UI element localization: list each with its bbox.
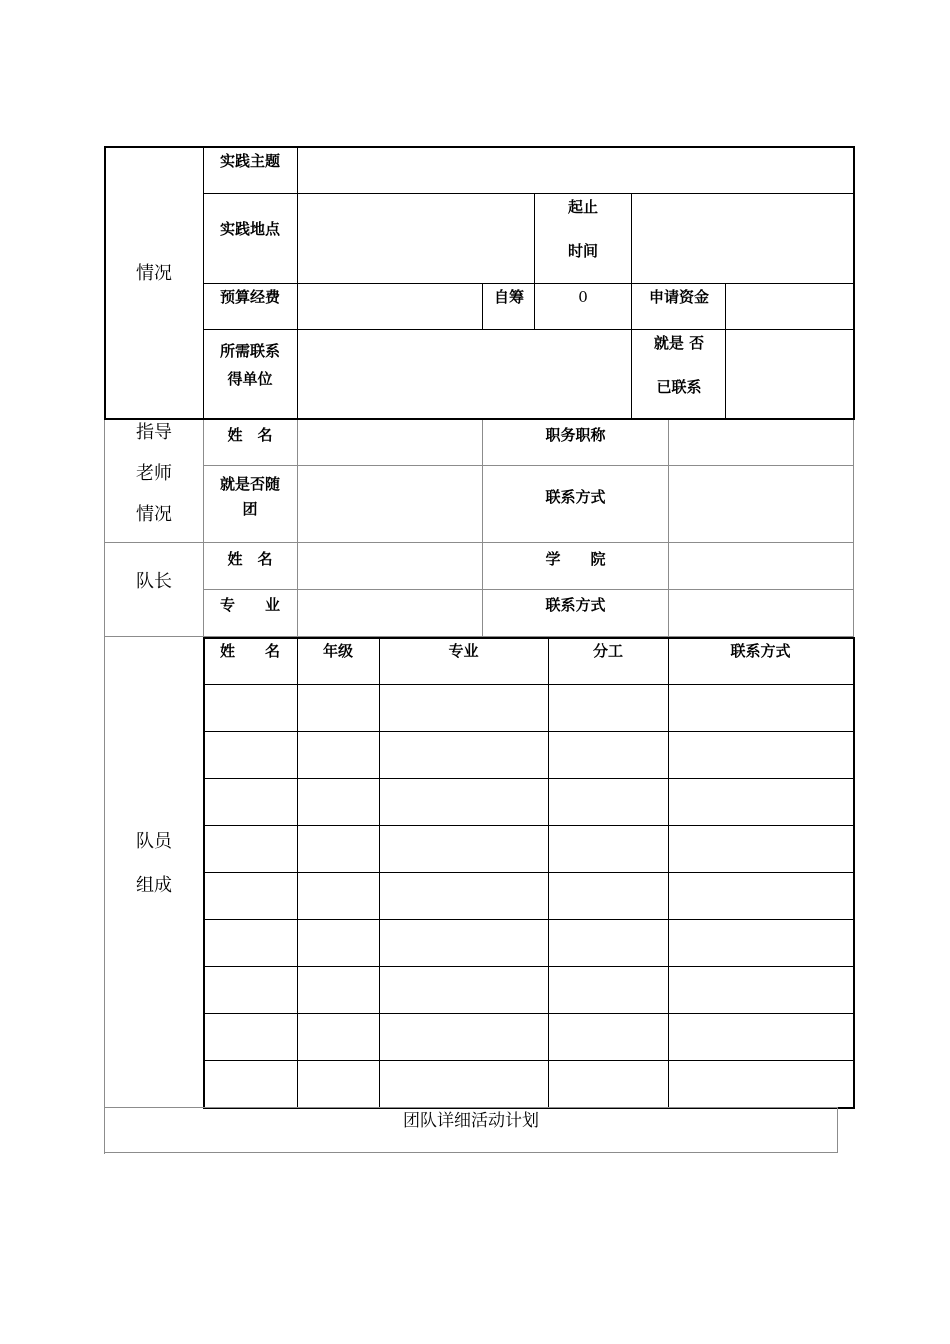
- members-cell[interactable]: [203, 1061, 297, 1106]
- section-advisor-line3: 情况: [136, 504, 172, 525]
- apply-funds-label: 申请资金: [648, 288, 709, 306]
- period-label-line2: 时间: [567, 242, 598, 260]
- advisor-accompany-label-line2: 团: [242, 500, 258, 518]
- members-cell[interactable]: [203, 873, 297, 918]
- members-header-cell: 姓 名: [219, 642, 280, 660]
- contacted-label-line1: 就是 否: [653, 334, 705, 352]
- members-cell[interactable]: [379, 920, 548, 965]
- members-cell[interactable]: [297, 967, 379, 1012]
- contact-unit-label-line2: 得单位: [227, 370, 273, 388]
- members-cell[interactable]: [668, 920, 853, 965]
- members-cell[interactable]: [379, 873, 548, 918]
- section-members-line1: 队员: [136, 831, 172, 852]
- members-cell[interactable]: [297, 732, 379, 777]
- budget-label: 预算经费: [219, 288, 280, 306]
- self-raised-value[interactable]: 0: [578, 288, 588, 306]
- members-header-cell: 联系方式: [730, 642, 791, 660]
- advisor-accompany-label-line1: 就是否随: [219, 475, 280, 493]
- period-label-line1: 起止: [567, 198, 598, 216]
- section-members-line2: 组成: [136, 875, 172, 896]
- members-cell[interactable]: [668, 685, 853, 730]
- members-cell[interactable]: [668, 779, 853, 824]
- members-cell[interactable]: [297, 873, 379, 918]
- theme-label: 实践主题: [219, 152, 280, 170]
- members-cell[interactable]: [668, 1061, 853, 1106]
- members-cell[interactable]: [548, 920, 668, 965]
- plan-border-bottom: [104, 1152, 838, 1153]
- members-cell[interactable]: [548, 1014, 668, 1059]
- members-cell[interactable]: [379, 1061, 548, 1106]
- captain-college-label: 学 院: [545, 550, 606, 568]
- members-cell[interactable]: [668, 873, 853, 918]
- members-cell[interactable]: [203, 967, 297, 1012]
- members-cell[interactable]: [548, 685, 668, 730]
- members-cell[interactable]: [203, 685, 297, 730]
- members-cell[interactable]: [548, 779, 668, 824]
- members-cell[interactable]: [297, 920, 379, 965]
- members-cell[interactable]: [379, 1014, 548, 1059]
- members-cell[interactable]: [297, 685, 379, 730]
- location-label: 实践地点: [219, 220, 280, 238]
- members-row-line: [203, 637, 855, 639]
- members-cell[interactable]: [548, 967, 668, 1012]
- section-advisor-line2: 老师: [136, 463, 172, 484]
- section-situation-label: 情况: [136, 263, 172, 284]
- members-cell[interactable]: [297, 1014, 379, 1059]
- members-cell[interactable]: [379, 732, 548, 777]
- members-cell[interactable]: [203, 920, 297, 965]
- captain-major-label: 专 业: [219, 596, 280, 614]
- members-header-cell: 专业: [448, 642, 479, 660]
- advisor-title-label: 职务职称: [545, 426, 606, 444]
- members-cell[interactable]: [297, 826, 379, 871]
- members-cell[interactable]: [297, 779, 379, 824]
- members-cell[interactable]: [668, 826, 853, 871]
- members-cell[interactable]: [379, 826, 548, 871]
- advisor-contact-label: 联系方式: [545, 488, 606, 506]
- plan-title: 团队详细活动计划: [403, 1111, 539, 1131]
- members-cell[interactable]: [668, 1014, 853, 1059]
- members-cell[interactable]: [203, 1014, 297, 1059]
- contact-unit-label-line1: 所需联系: [219, 342, 280, 360]
- members-cell[interactable]: [548, 1061, 668, 1106]
- row-line: [104, 1107, 838, 1108]
- captain-name-label: 姓 名: [227, 550, 273, 568]
- section-captain-label: 队长: [136, 571, 172, 592]
- advisor-name-label: 姓 名: [227, 426, 273, 444]
- self-raised-label: 自筹: [493, 288, 524, 306]
- contacted-label-line2: 已联系: [656, 378, 702, 396]
- members-cell[interactable]: [668, 967, 853, 1012]
- members-cell[interactable]: [668, 732, 853, 777]
- members-header-cell: 年级: [322, 642, 353, 660]
- members-cell[interactable]: [203, 779, 297, 824]
- members-col-line: [853, 637, 855, 1109]
- members-cell[interactable]: [548, 826, 668, 871]
- members-cell[interactable]: [548, 732, 668, 777]
- members-cell[interactable]: [548, 873, 668, 918]
- members-cell[interactable]: [379, 685, 548, 730]
- members-cell[interactable]: [297, 1061, 379, 1106]
- members-header-cell: 分工: [592, 642, 623, 660]
- section-advisor-line1: 指导: [136, 422, 172, 443]
- members-cell[interactable]: [203, 826, 297, 871]
- captain-contact-label: 联系方式: [545, 596, 606, 614]
- members-cell[interactable]: [203, 732, 297, 777]
- members-cell[interactable]: [379, 779, 548, 824]
- members-cell[interactable]: [379, 967, 548, 1012]
